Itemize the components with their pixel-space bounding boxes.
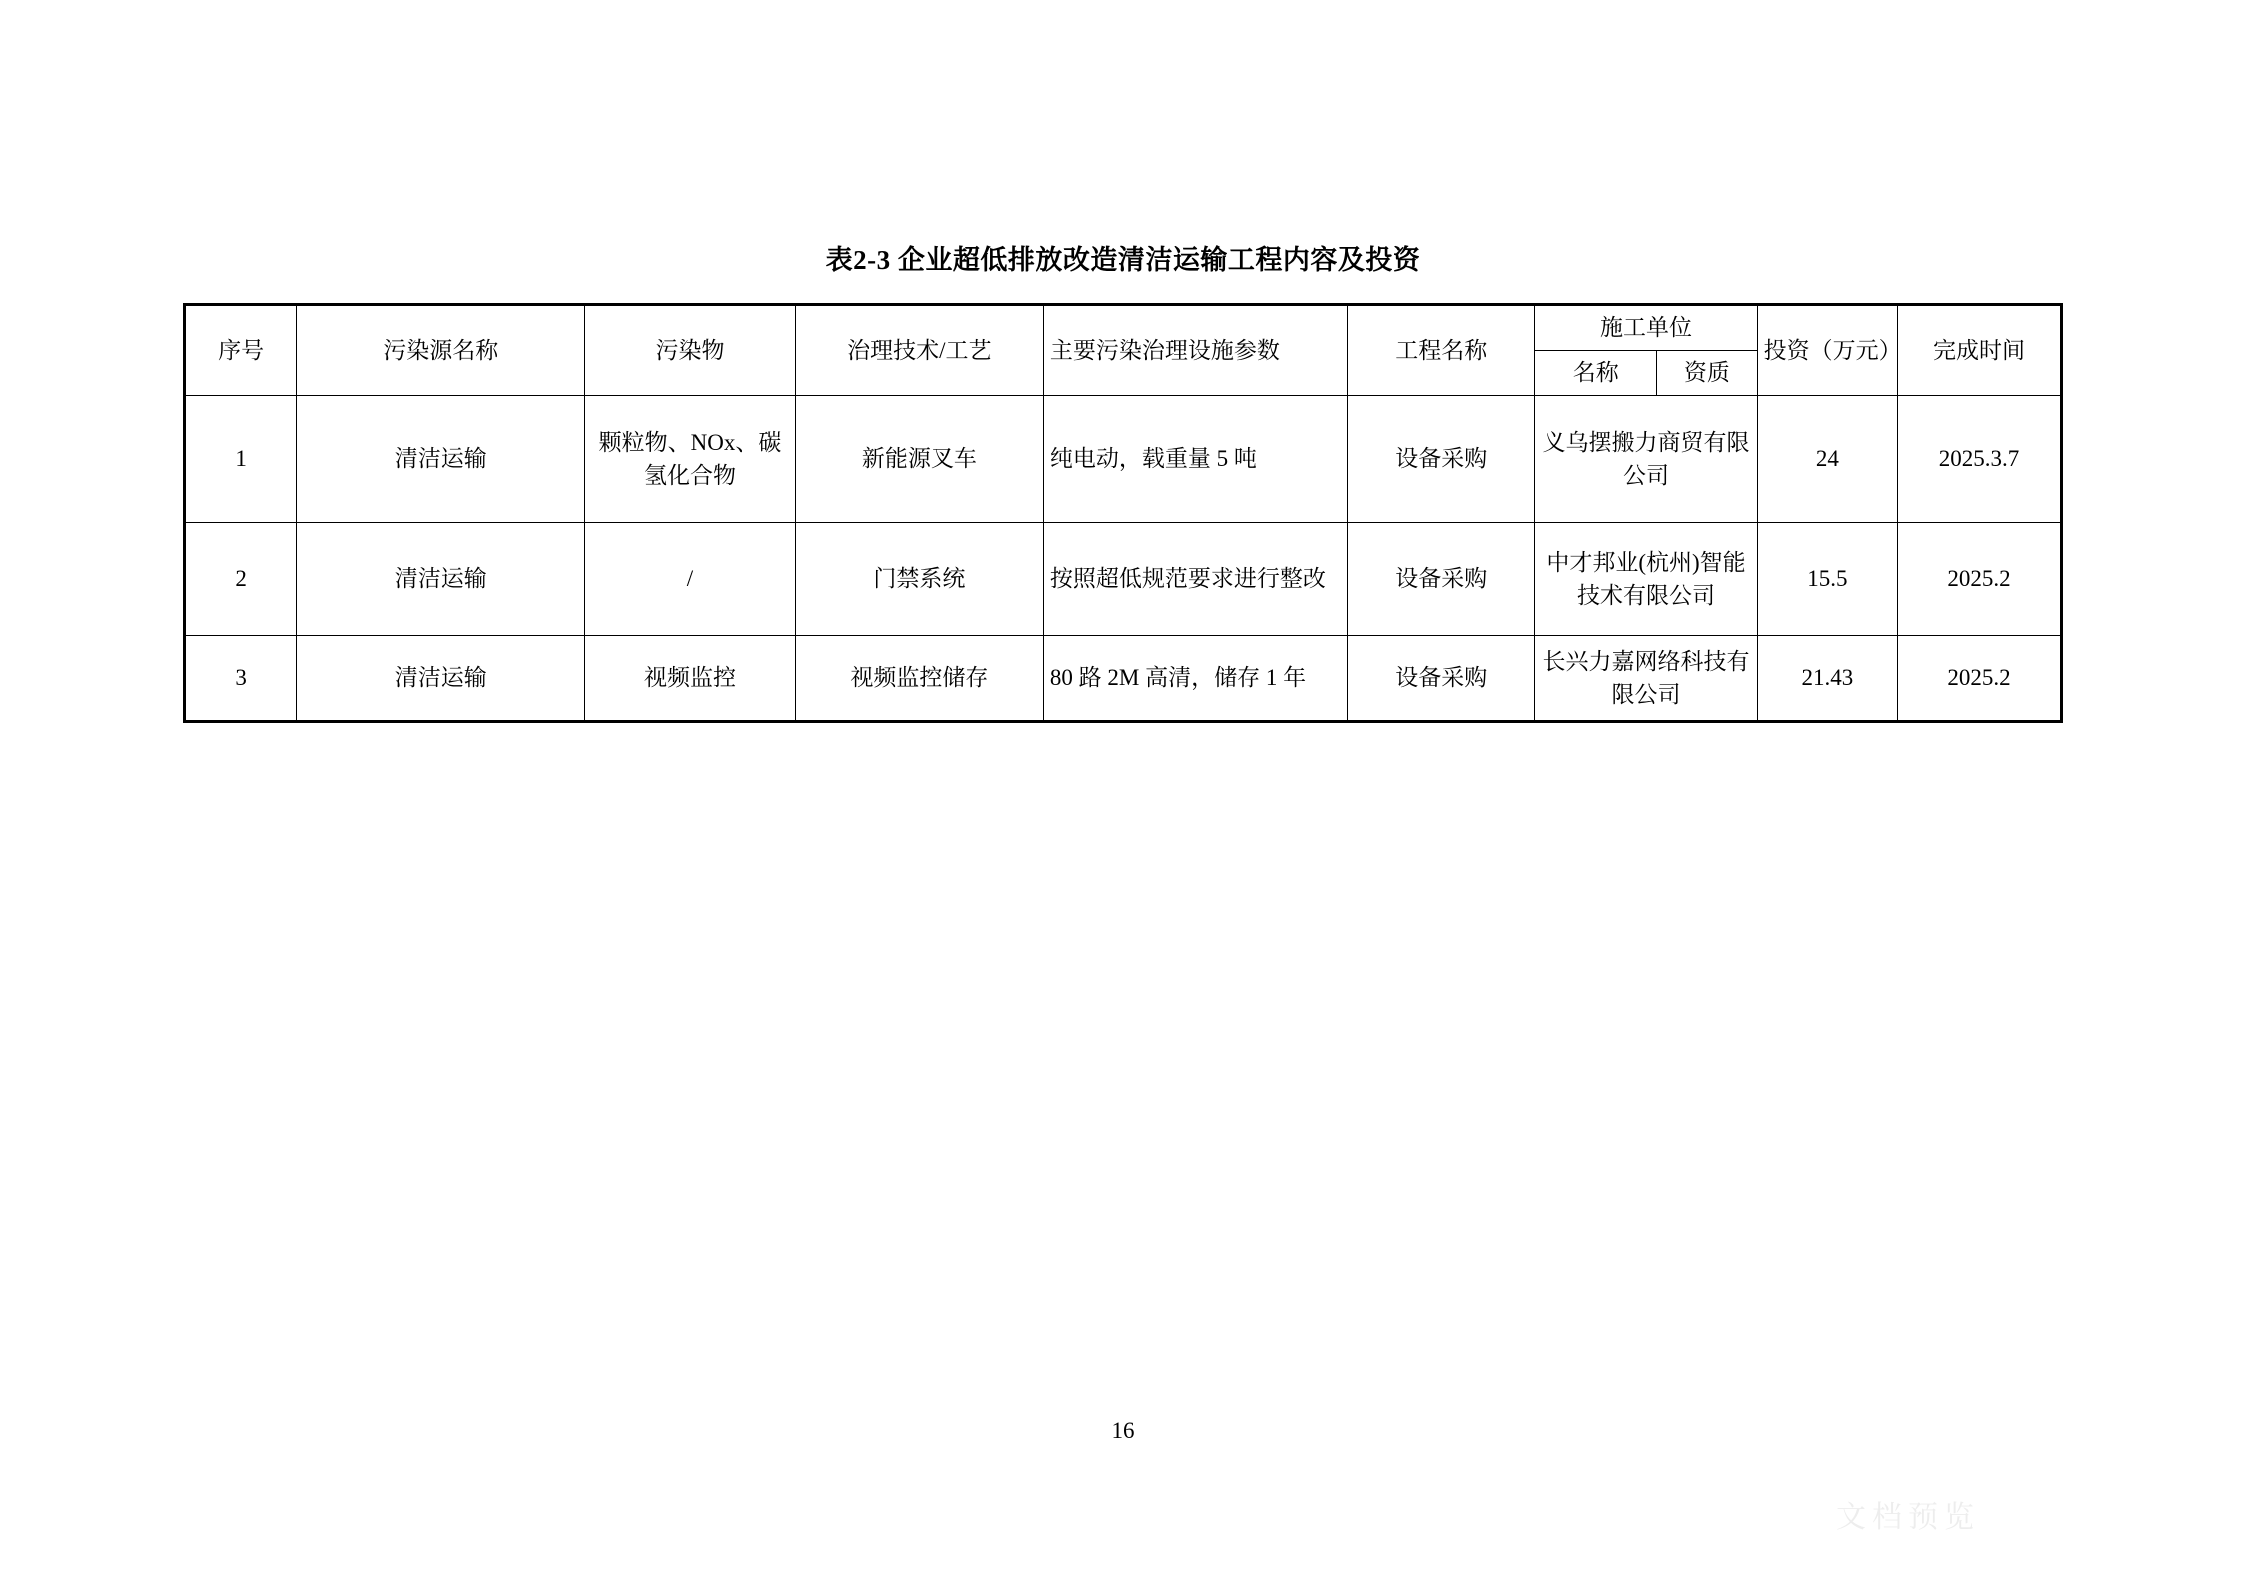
cell-project-name: 设备采购 bbox=[1348, 636, 1535, 722]
header-completion-time: 完成时间 bbox=[1898, 305, 2062, 396]
table-row bbox=[185, 396, 2062, 523]
page-title: 表2-3 企业超低排放改造清洁运输工程内容及投资 bbox=[825, 245, 1421, 275]
cell-facility-params: 纯电动，载重量 5 吨 bbox=[1043, 396, 1347, 523]
page-number: 16 bbox=[1111, 1418, 1135, 1443]
cell-facility-params: 按照超低规范要求进行整改 bbox=[1043, 523, 1347, 636]
cell-seq: 2 bbox=[185, 523, 297, 636]
header-facility-params: 主要污染治理设施参数 bbox=[1043, 305, 1347, 396]
header-pollutant: 污染物 bbox=[585, 305, 796, 396]
cell-pollutant: 视频监控 bbox=[585, 636, 796, 722]
cell-pollutant: 颗粒物、NOx、碳氢化合物 bbox=[585, 396, 796, 523]
header-project-name: 工程名称 bbox=[1348, 305, 1535, 396]
cell-source-name: 清洁运输 bbox=[297, 636, 585, 722]
cell-facility-params: 80 路 2M 高清，储存 1 年 bbox=[1043, 636, 1347, 722]
cell-unit-name: 中才邦业(杭州)智能技术有限公司 bbox=[1535, 523, 1757, 636]
cell-technology: 视频监控储存 bbox=[795, 636, 1043, 722]
cell-seq: 3 bbox=[185, 636, 297, 722]
page-content-area bbox=[183, 0, 2063, 1587]
cell-technology: 门禁系统 bbox=[795, 523, 1043, 636]
cell-investment: 24 bbox=[1757, 396, 1897, 523]
cell-investment: 21.43 bbox=[1757, 636, 1897, 722]
cell-completion-time: 2025.2 bbox=[1898, 523, 2062, 636]
cell-pollutant: / bbox=[585, 523, 796, 636]
cell-technology: 新能源叉车 bbox=[795, 396, 1043, 523]
cell-project-name: 设备采购 bbox=[1348, 396, 1535, 523]
header-source-name: 污染源名称 bbox=[297, 305, 585, 396]
table-row bbox=[185, 523, 2062, 636]
clean-transport-investment-table bbox=[183, 303, 2063, 723]
header-investment: 投资（万元） bbox=[1757, 305, 1897, 396]
header-unit-name: 名称 bbox=[1535, 351, 1657, 396]
watermark: 文档预览 bbox=[1836, 1501, 1980, 1534]
cell-completion-time: 2025.2 bbox=[1898, 636, 2062, 722]
header-seq: 序号 bbox=[185, 305, 297, 396]
cell-unit-name: 义乌摆搬力商贸有限公司 bbox=[1535, 396, 1757, 523]
cell-source-name: 清洁运输 bbox=[297, 523, 585, 636]
header-technology: 治理技术/工艺 bbox=[795, 305, 1043, 396]
table-row bbox=[185, 636, 2062, 722]
header-construction-unit: 施工单位 bbox=[1535, 305, 1757, 351]
cell-seq: 1 bbox=[185, 396, 297, 523]
cell-investment: 15.5 bbox=[1757, 523, 1897, 636]
cell-unit-name: 长兴力嘉网络科技有限公司 bbox=[1535, 636, 1757, 722]
cell-completion-time: 2025.3.7 bbox=[1898, 396, 2062, 523]
cell-source-name: 清洁运输 bbox=[297, 396, 585, 523]
table-header-row bbox=[185, 305, 2062, 351]
header-unit-qualification: 资质 bbox=[1657, 351, 1758, 396]
cell-project-name: 设备采购 bbox=[1348, 523, 1535, 636]
